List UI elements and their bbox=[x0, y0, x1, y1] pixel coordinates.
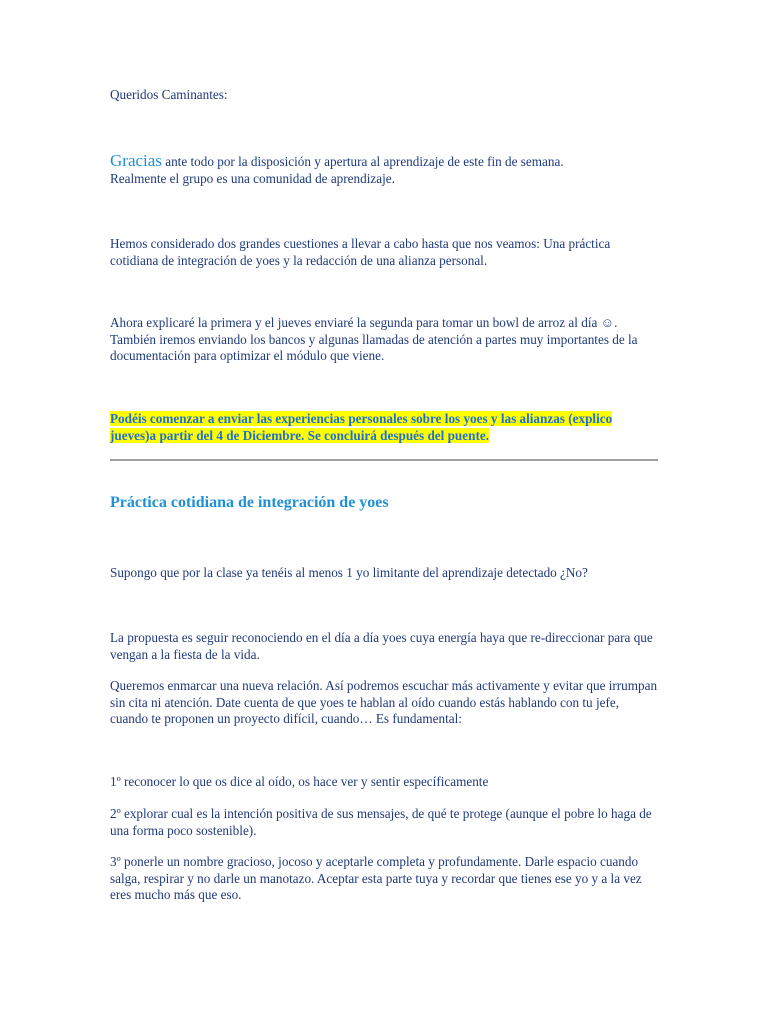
step-1: 1º reconocer lo que os dice al oído, os hace ver y sentir específicamente bbox=[110, 774, 489, 789]
paragraph-considered: Hemos considerado dos grandes cuestiones a llevar a cabo hasta que nos veamos: Una práctica cotidiana de integración de yoes y la redacción de una alianza personal. bbox=[110, 236, 611, 268]
paragraph-proposal: La propuesta es seguir reconociendo en el día a día yoes cuya energía haya que re-direccionar para que vengan a la fiesta de la vida. bbox=[110, 630, 653, 662]
thanks-word: Gracias bbox=[110, 151, 162, 170]
paragraph-frame: Queremos enmarcar una nueva relación. Así podremos escuchar más activamente y evitar que irrumpan sin cita ni atención. Date cuenta de que yoes te hablan al oído cuando estás hablando con tu jefe, cuando te proponen un proyecto difícil, cuando… Es fundamental: bbox=[110, 678, 658, 726]
greeting: Queridos Caminantes: bbox=[110, 87, 228, 102]
step-2: 2º explorar cual es la intención positiva de sus mensajes, de qué te protege (aunque el pobre lo haga de una forma poco sostenible). bbox=[110, 806, 652, 838]
paragraph-explain: Ahora explicaré la primera y el jueves enviaré la segunda para tomar un bowl de arroz al día ☺. También iremos enviando los bancos y algunas llamadas de atención a partes muy importantes de la documentación para optimizar el módulo que viene. bbox=[110, 315, 638, 363]
highlighted-notice-text: Podéis comenzar a enviar las experiencias personales sobre los yoes y las alianzas (explico jueves)a partir del 4 de Diciembre. Se concluirá después del puente. bbox=[110, 411, 613, 443]
section-heading: Práctica cotidiana de integración de yoes bbox=[110, 494, 389, 511]
thanks-paragraph bbox=[110, 153, 660, 187]
step-3: 3º ponerle un nombre gracioso, jocoso y aceptarle completa y profundamente. Darle espacio cuando salga, respirar y no darle un manotazo. Aceptar esta parte tuya y recordar que tienes ese yo y a la vez eres mucho más que eso. bbox=[110, 854, 642, 902]
highlighted-notice bbox=[110, 411, 660, 444]
paragraph-suppose: Supongo que por la clase ya tenéis al menos 1 yo limitante del aprendizaje detectado ¿No? bbox=[110, 565, 588, 580]
horizontal-divider bbox=[110, 459, 658, 461]
thanks-line-1: ante todo por la disposición y apertura al aprendizaje de este fin de semana. bbox=[161, 154, 564, 169]
thanks-line-2: Realmente el grupo es una comunidad de aprendizaje. bbox=[110, 170, 395, 186]
